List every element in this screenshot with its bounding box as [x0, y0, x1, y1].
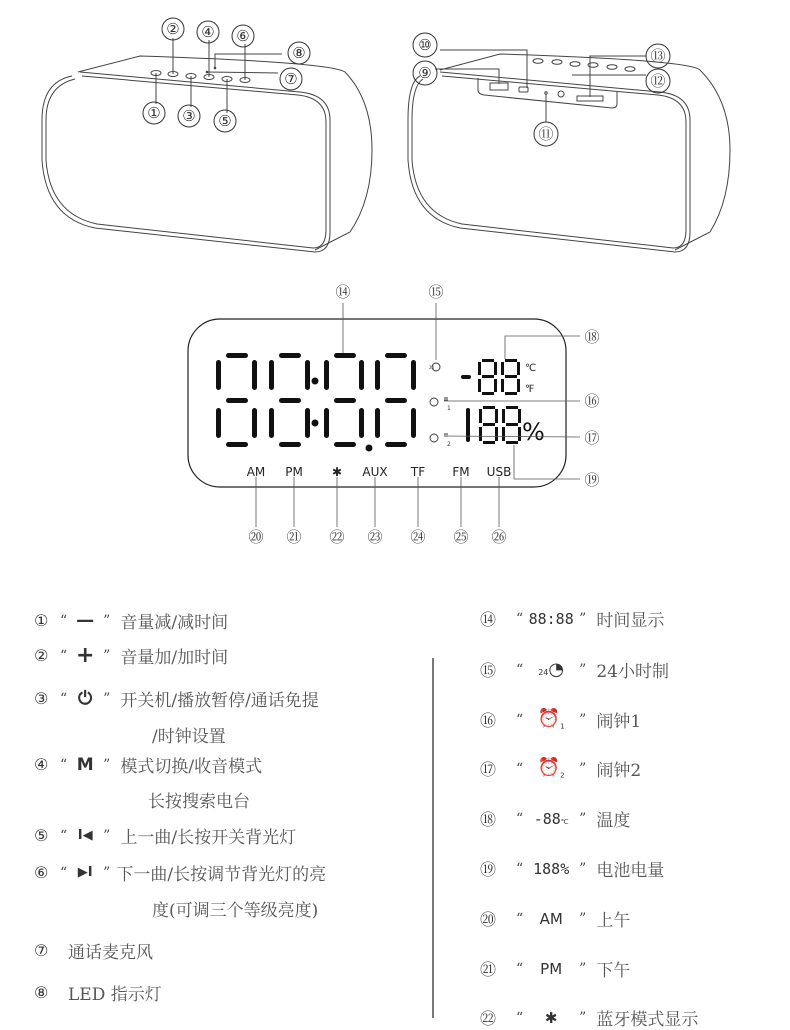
- callout-5: ⑤: [218, 112, 232, 130]
- callout-18: ⑱: [584, 328, 600, 346]
- legend-item-4-cont: 长按搜索电台: [148, 792, 250, 812]
- legend-item-16: ⑯ “ $⏰_1$ ” 闹钟1: [480, 708, 642, 732]
- callout-2: ②: [166, 20, 180, 38]
- am-icon: AM: [539, 909, 563, 928]
- callout-1: ①: [147, 104, 161, 122]
- callout-19: ⑲: [584, 471, 600, 489]
- legend-item-3: ③ “ ⏻ ” 开关机/播放暂停/通话免提: [34, 688, 319, 711]
- callout-15: ⑮: [428, 283, 444, 301]
- percent-sign: %: [522, 418, 545, 446]
- legend-item-21: ㉑ “ PM ” 下午: [480, 959, 631, 981]
- callout-24: ㉔: [410, 528, 426, 546]
- callout-10: ⑩: [418, 36, 432, 54]
- time-digits-icon: 88:88: [528, 609, 574, 628]
- next-track-icon: ▶I: [77, 865, 93, 880]
- pm-icon: PM: [540, 959, 563, 978]
- pm-indicator: PM: [285, 465, 303, 479]
- celsius-label: ℃: [525, 363, 537, 374]
- usb-indicator: USB: [486, 465, 512, 479]
- callout-14: ⑭: [335, 283, 351, 301]
- battery-digits: [466, 406, 521, 444]
- fm-indicator: FM: [452, 465, 470, 479]
- legend-item-5: ⑤ “ I◀ ” 上一曲/长按开关背光灯: [34, 826, 297, 848]
- battery-digits-icon: 188%: [533, 859, 570, 878]
- legend-item-6: ⑥ “ ▶I ” 下一曲/长按调节背光灯的亮: [34, 863, 327, 885]
- callout-6: ⑥: [236, 27, 250, 45]
- callout-9: ⑨: [418, 64, 432, 82]
- callout-25: ㉕: [453, 528, 469, 546]
- clock-24h-icon: 24◔: [538, 659, 565, 680]
- legend-item-1: ① “ — ” 音量减/减时间: [34, 610, 229, 633]
- alarm-clock-icon: [430, 398, 448, 442]
- previous-track-icon: I◀: [77, 828, 93, 843]
- legend-item-3-cont: /时钟设置: [152, 727, 226, 747]
- fahrenheit-label: ℉: [525, 384, 535, 395]
- callout-3: ③: [182, 107, 196, 125]
- plus-icon: +: [75, 643, 95, 668]
- legend-item-22: ㉒ “ ✱ ” 蓝牙模式显示: [480, 1008, 699, 1030]
- callout-13: ⑬: [650, 47, 666, 65]
- svg-text:24: 24: [429, 365, 435, 370]
- bluetooth-icon: ✱: [331, 465, 343, 479]
- aux-indicator: AUX: [362, 465, 388, 479]
- legend-item-18: ⑱ “ -88℃ ” 温度: [480, 809, 631, 831]
- legend-item-14: ⑭ “ 88:88 ” 时间显示: [480, 609, 665, 631]
- callout-17: ⑰: [584, 429, 600, 447]
- alarm-clock-icon: $⏰_1$: [537, 708, 565, 731]
- callout-20: ⑳: [248, 528, 264, 546]
- legend-item-20: ⑳ “ AM ” 上午: [480, 909, 631, 931]
- legend-item-8: ⑧ LED 指示灯: [34, 983, 162, 1005]
- time-digits: [216, 353, 416, 452]
- temperature-digits: [461, 359, 520, 395]
- callout-8: ⑧: [292, 44, 306, 62]
- legend-item-17: ⑰ “ $⏰_2$ ” 闹钟2: [480, 757, 642, 781]
- callout-16: ⑯: [584, 392, 600, 410]
- tf-indicator: TF: [410, 465, 426, 479]
- legend-item-6-cont: 度(可调三个等级亮度): [152, 901, 319, 921]
- minus-icon: —: [76, 610, 95, 631]
- temperature-digits-icon: -88℃: [533, 809, 569, 828]
- lcd-panel: [188, 319, 566, 487]
- legend-item-15: ⑮ “ 24◔ ” 24小时制: [480, 659, 669, 682]
- speaker-front-view: [42, 38, 372, 252]
- clock-24h-icon: [429, 363, 440, 371]
- callout-12: ⑫: [650, 72, 666, 90]
- callout-21: ㉑: [286, 528, 302, 546]
- alarm1-index: 1: [447, 405, 451, 412]
- legend-item-4: ④ “ M ” 模式切换/收音模式: [34, 754, 263, 777]
- alarm2-index: 2: [447, 441, 451, 448]
- power-icon: ⏻: [78, 688, 93, 709]
- mode-icon: M: [76, 754, 94, 775]
- callout-4: ④: [201, 23, 215, 41]
- bluetooth-icon: ✱: [544, 1008, 558, 1027]
- callout-23: ㉓: [367, 528, 383, 546]
- column-divider: [432, 658, 434, 1018]
- legend-item-7: ⑦ 通话麦克风: [34, 941, 153, 963]
- legend-item-19: ⑲ “ 188% ” 电池电量: [480, 859, 665, 881]
- callout-11: ⑪: [538, 125, 554, 143]
- callout-22: ㉒: [329, 528, 345, 546]
- am-indicator: AM: [246, 465, 266, 479]
- callout-26: ㉖: [491, 528, 507, 546]
- callout-7: ⑦: [284, 70, 298, 88]
- legend-item-2: ② “ + ” 音量加/加时间: [34, 643, 229, 668]
- speaker-back-view: [408, 50, 730, 252]
- alarm-clock-icon: $⏰_2$: [537, 757, 565, 780]
